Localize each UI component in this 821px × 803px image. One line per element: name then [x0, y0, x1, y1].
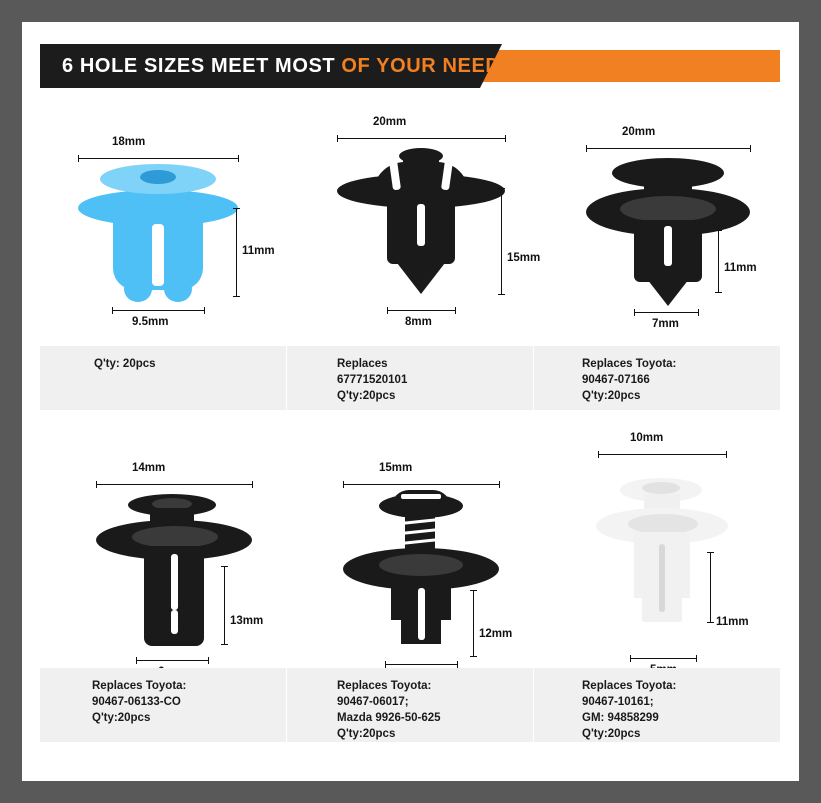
- dim-top-width-line: [96, 484, 252, 485]
- dim-height-line: [501, 188, 502, 294]
- dim-height-label: 13mm: [230, 615, 264, 627]
- clip-leg-gap-right: [441, 620, 451, 646]
- dim-stem-width-line: [634, 312, 698, 313]
- dim-tick: [238, 155, 239, 162]
- dim-top-width-label: 18mm: [112, 136, 146, 148]
- product-cell-clip-white-10mm-90467-10161: [534, 420, 780, 760]
- clip-leg-slot: [418, 588, 425, 640]
- dim-height-label: 11mm: [716, 616, 749, 628]
- dim-tick: [498, 294, 505, 295]
- banner-title-highlight: OF YOUR NEEDS: [341, 55, 515, 77]
- dim-tick: [233, 296, 240, 297]
- clip-leg-slot: [152, 224, 164, 286]
- product-cell-clip-blue-18mm: [40, 100, 286, 410]
- dim-tick: [233, 208, 240, 209]
- dim-tick: [586, 145, 587, 152]
- dim-tick: [498, 188, 505, 189]
- caption-line: Q'ty:20pcs: [337, 390, 396, 402]
- dim-top-width-label: 14mm: [132, 462, 166, 474]
- caption-line: 90467-10161;: [582, 696, 654, 708]
- caption-line: Q'ty:20pcs: [337, 728, 396, 740]
- clip-tip: [640, 270, 696, 306]
- product-caption: [40, 668, 286, 742]
- caption-line: 67771520101: [337, 374, 408, 386]
- dim-tick: [136, 657, 137, 664]
- clip-leg-gap-left: [634, 598, 642, 622]
- caption-line: Q'ty:20pcs: [582, 728, 641, 740]
- product-spec-sheet: [22, 22, 799, 781]
- dim-tick: [221, 566, 228, 567]
- dim-tick: [112, 307, 113, 314]
- caption-line: Mazda 9926-50-625: [337, 712, 441, 724]
- dim-tick: [385, 661, 386, 668]
- caption-line: Replaces: [337, 358, 388, 370]
- caption-line: 90467-06017;: [337, 696, 409, 708]
- dim-stem-width-line: [136, 660, 208, 661]
- dim-stem-width-label: 7mm: [652, 318, 679, 330]
- dim-tick: [387, 307, 388, 314]
- dim-top-width-line: [598, 454, 726, 455]
- dim-tick: [715, 230, 722, 231]
- product-caption: [534, 346, 780, 410]
- dim-stem-width-line: [385, 664, 457, 665]
- banner-title: [62, 44, 514, 88]
- dim-tick: [505, 135, 506, 142]
- clip-center-hole: [140, 170, 176, 184]
- clip-leg-slot: [664, 226, 672, 266]
- dim-tick: [499, 481, 500, 488]
- dim-tick: [707, 622, 714, 623]
- dim-top-width-label: 15mm: [379, 462, 413, 474]
- clip-leg-left: [124, 276, 152, 302]
- dim-height-line: [224, 566, 225, 644]
- dim-height-line: [718, 230, 719, 292]
- dim-tick: [630, 655, 631, 662]
- dim-tick: [455, 307, 456, 314]
- dim-top-width-line: [337, 138, 505, 139]
- clip-head-dome: [391, 490, 451, 508]
- product-caption: [40, 346, 286, 410]
- dim-tick: [208, 657, 209, 664]
- clip-leg-slot: [417, 204, 425, 246]
- dim-height-label: 11mm: [724, 262, 757, 274]
- clip-head-inner: [642, 482, 680, 494]
- product-cell-clip-black-20mm-67771520101: [287, 100, 541, 410]
- dim-height-line: [236, 208, 237, 296]
- clip-leg-gap-left: [391, 620, 401, 646]
- clip-leg-slot: [659, 544, 665, 612]
- product-cell-clip-black-20mm-90467-07166: [534, 100, 780, 410]
- clip-flange-inner: [379, 554, 463, 576]
- dim-tick: [634, 309, 635, 316]
- product-caption: [534, 668, 780, 742]
- dim-tick: [252, 481, 253, 488]
- dim-height-line: [473, 590, 474, 656]
- caption-line: Q'ty:20pcs: [582, 390, 641, 402]
- clip-flange-inner: [620, 196, 716, 222]
- product-row-2: [40, 420, 780, 760]
- product-row-1: [40, 100, 780, 410]
- clip-flange-inner: [132, 526, 218, 548]
- dim-top-width-label: 20mm: [622, 126, 656, 138]
- banner-title-main: 6 HOLE SIZES MEET MOST: [62, 55, 342, 77]
- dim-top-width-line: [586, 148, 750, 149]
- caption-line: GM: 94858299: [582, 712, 659, 724]
- dim-height-line: [710, 552, 711, 622]
- clip-tip-slot: [171, 610, 178, 634]
- clip-leg-slot: [171, 554, 178, 610]
- clip-leg-gap-right: [682, 598, 690, 622]
- clip-screw-slot: [401, 494, 441, 499]
- dim-tick: [598, 451, 599, 458]
- dim-tick: [707, 552, 714, 553]
- dim-tick: [696, 655, 697, 662]
- caption-line: Q'ty:20pcs: [92, 712, 151, 724]
- dim-stem-width-line: [630, 658, 696, 659]
- header-banner: [40, 44, 780, 88]
- clip-flange-dome: [373, 162, 469, 194]
- dim-top-width-label: 20mm: [373, 116, 407, 128]
- dim-tick: [470, 590, 477, 591]
- caption-line: Q'ty: 20pcs: [94, 358, 156, 370]
- dim-tick: [343, 481, 344, 488]
- product-caption: [287, 668, 533, 742]
- clip-flange-inner: [628, 514, 698, 534]
- caption-line: 90467-06133-CO: [92, 696, 181, 708]
- dim-tick: [726, 451, 727, 458]
- dim-tick: [221, 644, 228, 645]
- dim-tick: [715, 292, 722, 293]
- product-cell-clip-black-15mm-90467-06017: [287, 420, 533, 760]
- dim-height-label: 12mm: [479, 628, 513, 640]
- dim-top-width-line: [343, 484, 499, 485]
- dim-tick: [457, 661, 458, 668]
- caption-line: Replaces Toyota:: [582, 358, 677, 370]
- dim-tick: [78, 155, 79, 162]
- dim-top-width-label: 10mm: [630, 432, 664, 444]
- caption-line: 90467-07166: [582, 374, 650, 386]
- dim-tick: [204, 307, 205, 314]
- clip-tip: [387, 250, 455, 294]
- product-cell-clip-black-14mm-90467-06133-CO: [40, 420, 286, 760]
- dim-stem-width-line: [387, 310, 455, 311]
- clip-leg-right: [164, 276, 192, 302]
- dim-stem-width-label: 8mm: [405, 316, 432, 328]
- dim-tick: [96, 481, 97, 488]
- dim-tick: [698, 309, 699, 316]
- caption-line: Replaces Toyota:: [337, 680, 432, 692]
- dim-height-label: 15mm: [507, 252, 541, 264]
- caption-line: Replaces Toyota:: [582, 680, 677, 692]
- dim-height-label: 11mm: [242, 245, 275, 257]
- product-caption: [287, 346, 533, 410]
- dim-tick: [337, 135, 338, 142]
- dim-top-width-line: [78, 158, 238, 159]
- dim-tick: [750, 145, 751, 152]
- dim-tick: [470, 656, 477, 657]
- caption-line: Replaces Toyota:: [92, 680, 187, 692]
- dim-stem-width-line: [112, 310, 204, 311]
- dim-stem-width-label: 9.5mm: [132, 316, 169, 328]
